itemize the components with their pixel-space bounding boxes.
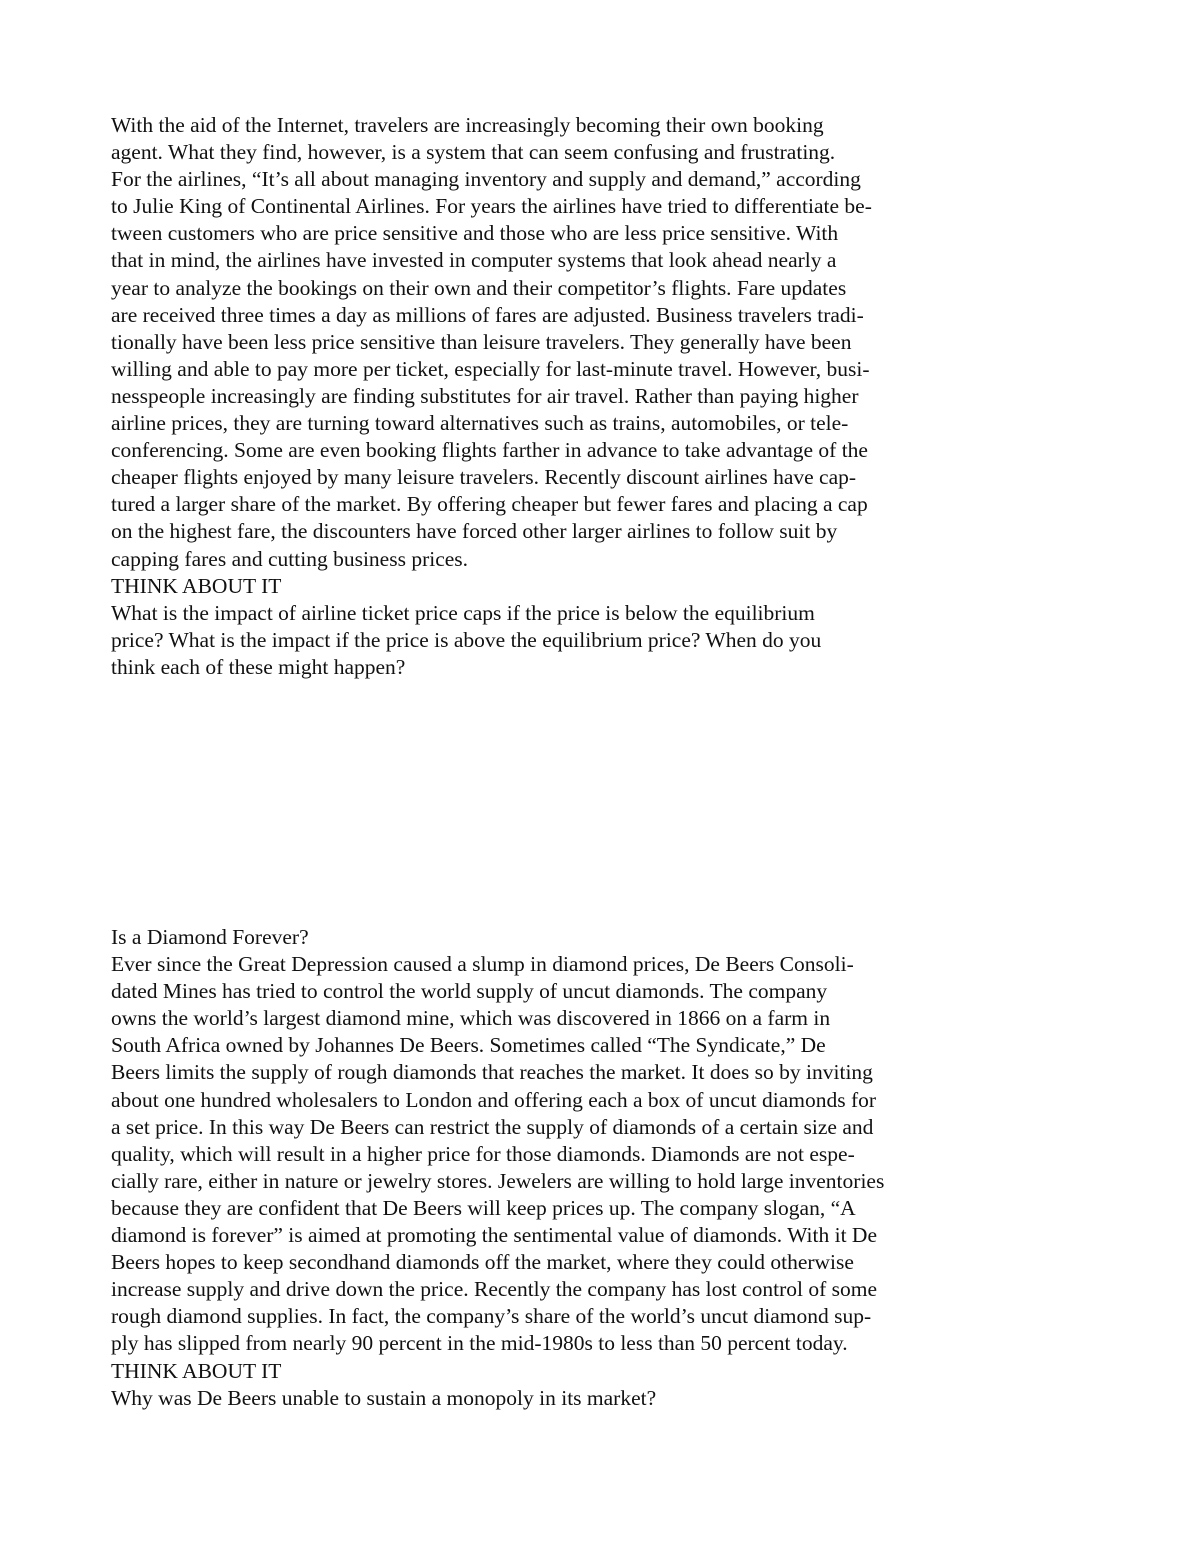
text-line: that in mind, the airlines have invested in computer systems that look ahead nearly a	[111, 248, 837, 273]
text-line: Beers limits the supply of rough diamonds that reaches the market. It does so by inviting	[111, 1060, 873, 1085]
text-line: South Africa owned by Johannes De Beers. Sometimes called “The Syndicate,” De	[111, 1033, 826, 1058]
text-line: owns the world’s largest diamond mine, which was discovered in 1866 on a farm in	[111, 1006, 831, 1031]
text-line: on the highest fare, the discounters have forced other larger airlines to follow suit by	[111, 519, 838, 544]
text-line: airline prices, they are turning toward alternatives such as trains, automobiles, or tele-	[111, 411, 849, 436]
text-line: tween customers who are price sensitive and those who are less price sensitive. With	[111, 221, 839, 246]
text-line: cheaper flights enjoyed by many leisure travelers. Recently discount airlines have cap-	[111, 465, 857, 490]
think-about-it-heading: THINK ABOUT IT	[111, 1358, 282, 1383]
diamond-passage	[111, 924, 981, 1412]
text-line: are received three times a day as millions of fares are adjusted. Business travelers tradi-	[111, 302, 864, 327]
text-line: tionally have been less price sensitive than leisure travelers. They generally have been	[111, 329, 852, 354]
text-line: capping fares and cutting business prices.	[111, 546, 469, 571]
question-line: think each of these might happen?	[111, 654, 406, 679]
text-line: willing and able to pay more per ticket, especially for last-minute travel. However, busi-	[111, 356, 870, 381]
text-line: about one hundred wholesalers to London and offering each a box of uncut diamonds for	[111, 1087, 877, 1112]
question-line: What is the impact of airline ticket price caps if the price is below the equilibrium	[111, 600, 815, 625]
airline-pricing-passage	[111, 112, 981, 681]
think-about-it-heading: THINK ABOUT IT	[111, 573, 282, 598]
text-line: quality, which will result in a higher price for those diamonds. Diamonds are not espe-	[111, 1141, 855, 1166]
section-title: Is a Diamond Forever?	[111, 925, 309, 949]
text-line: a set price. In this way De Beers can restrict the supply of diamonds of a certain size and	[111, 1114, 874, 1139]
text-line: agent. What they find, however, is a system that can seem confusing and frustrating.	[111, 140, 836, 165]
text-line: rough diamond supplies. In fact, the company’s share of the world’s uncut diamond sup-	[111, 1304, 872, 1329]
text-line: With the aid of the Internet, travelers are increasingly becoming their own booking	[111, 113, 824, 137]
text-line: diamond is forever” is aimed at promoting the sentimental value of diamonds. With it De	[111, 1223, 877, 1248]
text-line: dated Mines has tried to control the world supply of uncut diamonds. The company	[111, 979, 828, 1004]
text-line: increase supply and drive down the price. Recently the company has lost control of some	[111, 1277, 878, 1302]
text-line: because they are confident that De Beers will keep prices up. The company slogan, “A	[111, 1195, 856, 1220]
text-line: Ever since the Great Depression caused a slump in diamond prices, De Beers Consoli-	[111, 952, 854, 977]
text-line: ply has slipped from nearly 90 percent in the mid-1980s to less than 50 percent today.	[111, 1331, 848, 1356]
text-line: to Julie King of Continental Airlines. For years the airlines have tried to differentiate be-	[111, 194, 872, 219]
text-line: cially rare, either in nature or jewelry stores. Jewelers are willing to hold large inventories	[111, 1168, 885, 1193]
text-line: For the airlines, “It’s all about managing inventory and supply and demand,” according	[111, 167, 861, 192]
text-line: tured a larger share of the market. By offering cheaper but fewer fares and placing a cap	[111, 492, 868, 517]
question-line: price? What is the impact if the price is above the equilibrium price? When do you	[111, 627, 822, 652]
text-line: year to analyze the bookings on their own and their competitor’s flights. Fare updates	[111, 275, 847, 300]
text-line: nesspeople increasingly are finding substitutes for air travel. Rather than paying higher	[111, 383, 859, 408]
question-line: Why was De Beers unable to sustain a monopoly in its market?	[111, 1385, 657, 1410]
text-line: Beers hopes to keep secondhand diamonds off the market, where they could otherwise	[111, 1250, 854, 1275]
text-line: conferencing. Some are even booking flights farther in advance to take advantage of the	[111, 438, 868, 463]
